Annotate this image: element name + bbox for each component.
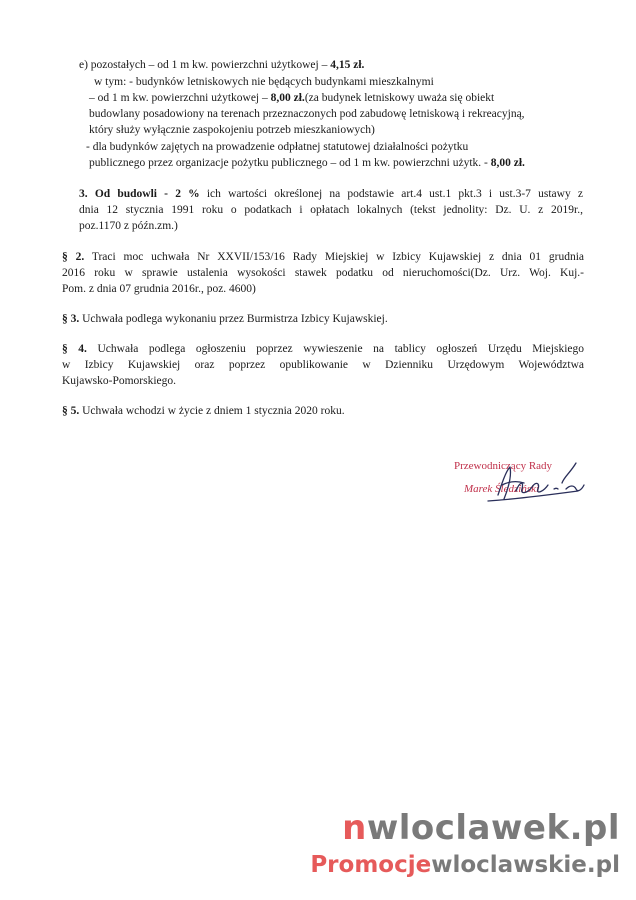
section-e-line-7 bbox=[89, 156, 525, 170]
text: Uchwała podlega ogłoszeniu poprzez wywieszenie na tablicy ogłoszeń Urzędu Miejskiego bbox=[86, 343, 584, 355]
amount: 8,00 zł. bbox=[270, 92, 305, 104]
stamp-name: Marek Śledziński bbox=[464, 483, 540, 495]
watermark-promocje bbox=[310, 852, 620, 878]
handwritten-signature bbox=[458, 455, 588, 515]
amount: 4,15 zł. bbox=[330, 59, 365, 71]
paragraph-label: § 2. bbox=[62, 251, 85, 263]
section-e-line-1 bbox=[79, 58, 364, 72]
text: ich wartości określonej na podstawie art.4 ust.1 pkt.3 i ust.3-7 ustawy z bbox=[199, 188, 583, 200]
section-e-line-5: który służy wyłącznie zaspokojeniu potrzeb mieszkaniowych) bbox=[89, 124, 375, 136]
paragraph-2-line-3: Pom. z dnia 07 grudnia 2016r., poz. 4600) bbox=[62, 283, 256, 295]
paragraph-label: § 5. bbox=[62, 405, 80, 417]
paragraph-2-line-2: 2016 roku w sprawie ustalenia wysokości stawek podatku od nieruchomości(Dz. Urz. Woj. Kuj.- bbox=[62, 267, 584, 279]
watermark-part: n bbox=[342, 808, 367, 848]
text: (za budynek letniskowy uważa się obiekt bbox=[304, 92, 495, 104]
paragraph-5 bbox=[62, 404, 345, 418]
paragraph-4-line-3: Kujawsko-Pomorskiego. bbox=[62, 375, 177, 387]
section-e-line-2: w tym: - budynków letniskowych nie będących budynkami mieszkalnymi bbox=[94, 76, 434, 88]
section-e-line-3 bbox=[89, 91, 494, 105]
paragraph-2-line-1 bbox=[62, 250, 584, 264]
section-3-line-3: poz.1170 z późn.zm.) bbox=[79, 220, 178, 232]
amount: 8,00 zł. bbox=[490, 157, 525, 169]
section-3-heading: 3. Od budowli - 2 % bbox=[79, 188, 200, 200]
watermark-nwloclawek bbox=[342, 808, 620, 848]
text: Traci moc uchwała Nr XXVII/153/16 Rady Miejskiej w Izbicy Kujawskiej z dnia 01 grudnia bbox=[84, 251, 584, 263]
paragraph-label: § 3. bbox=[62, 313, 80, 325]
watermark-part: Promocje bbox=[310, 852, 432, 878]
section-e-line-6: - dla budynków zajętych na prowadzenie odpłatnej statutowej działalności pożytku bbox=[86, 141, 469, 153]
section-3-line-1 bbox=[79, 187, 583, 201]
section-e-line-4: budowlany posadowiony na terenach przeznaczonych pod zabudowę letniskową i rekreacyjną, bbox=[89, 108, 525, 120]
paragraph-label: § 4. bbox=[62, 343, 87, 355]
watermark-part: wloclawskie.pl bbox=[431, 852, 620, 878]
text: Uchwała wchodzi w życie z dniem 1 stycznia 2020 roku. bbox=[79, 405, 345, 417]
text: e) pozostałych – od 1 m kw. powierzchni użytkowej – bbox=[79, 59, 331, 71]
text: publicznego przez organizacje pożytku publicznego – od 1 m kw. powierzchni użytk. - bbox=[89, 157, 491, 169]
section-3-line-2: dnia 12 stycznia 1991 roku o podatkach i opłatach lokalnych (tekst jednolity: Dz. U. z 2019r., bbox=[79, 204, 583, 216]
text: Uchwała podlega wykonaniu przez Burmistrza Izbicy Kujawskiej. bbox=[79, 313, 388, 325]
watermark-part: wloclawek.pl bbox=[366, 808, 620, 848]
text: – od 1 m kw. powierzchni użytkowej – bbox=[89, 92, 271, 104]
paragraph-3 bbox=[62, 312, 388, 326]
stamp-title: Przewodniczący Rady bbox=[454, 460, 553, 472]
paragraph-4-line-2: w Izbicy Kujawskiej oraz poprzez opublikowanie w Dzienniku Urzędowym Województwa bbox=[62, 359, 584, 371]
paragraph-4-line-1 bbox=[62, 342, 584, 356]
